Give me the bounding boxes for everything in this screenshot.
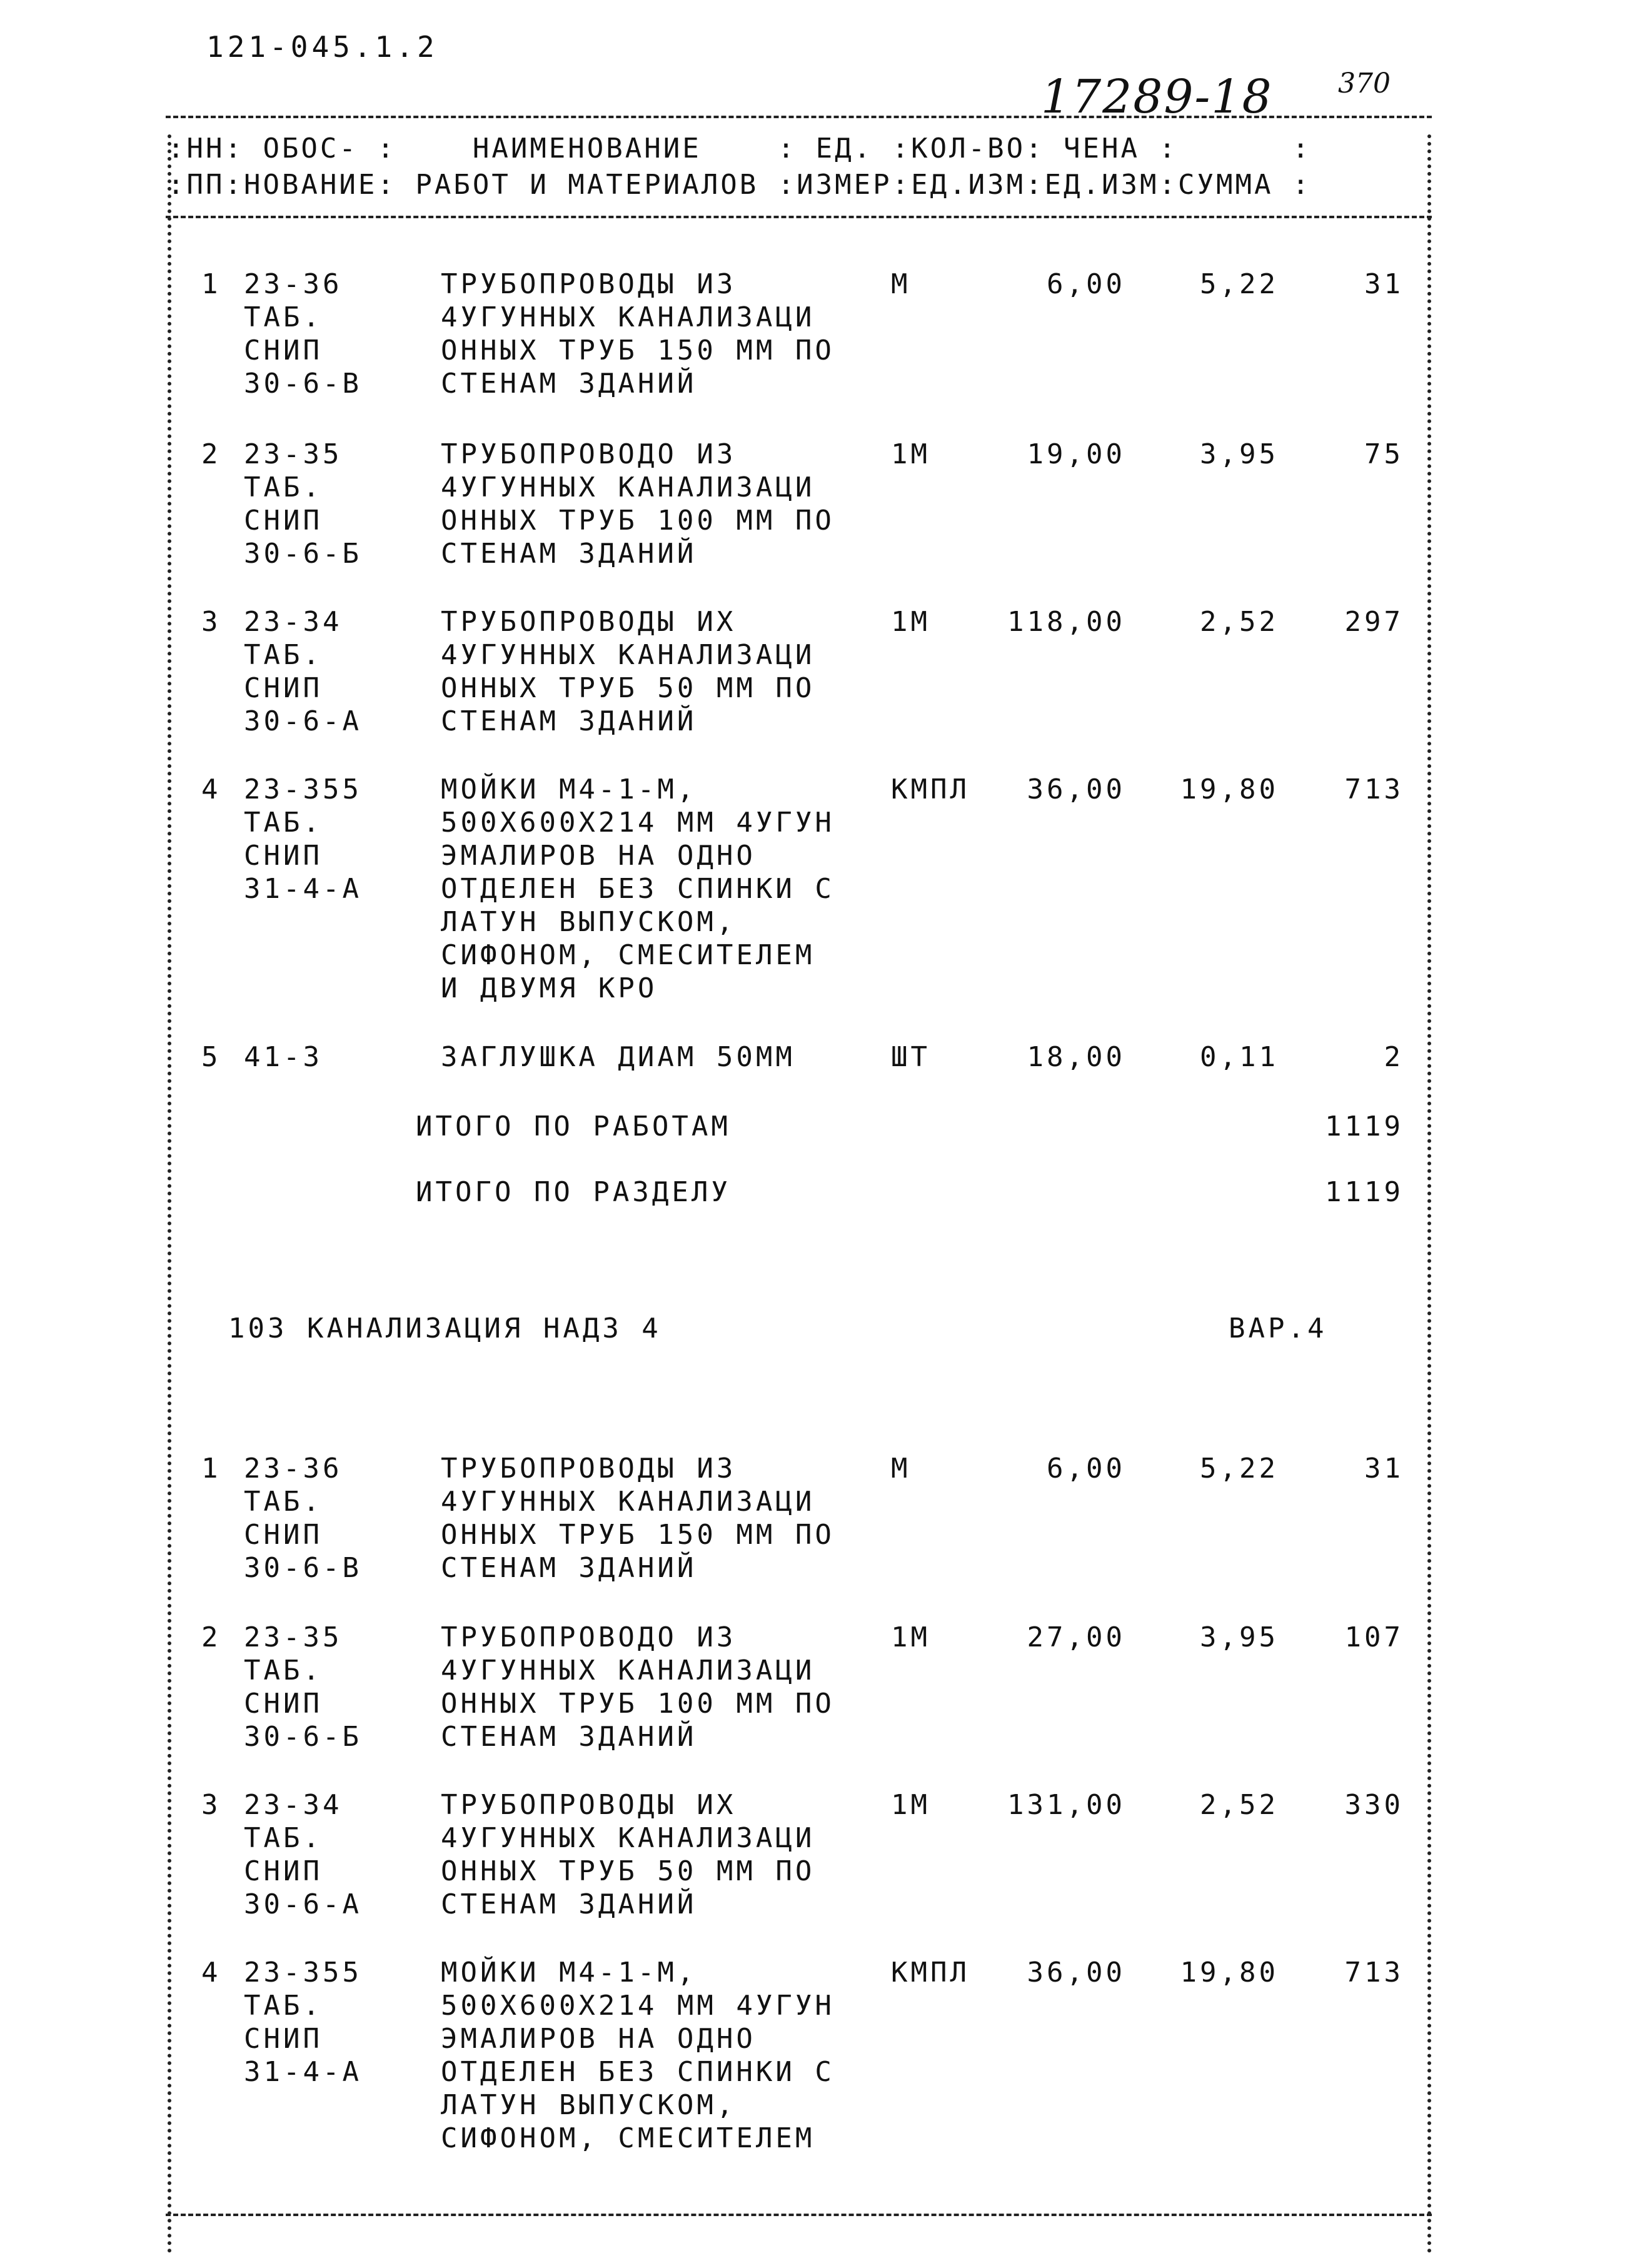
item-description: ЛАТУН ВЫПУСКОМ, — [441, 2089, 737, 2121]
sum-cell: 31 — [1364, 268, 1404, 300]
basis-code: 30-6-В — [244, 368, 362, 400]
basis-code: 30-6-А — [244, 705, 362, 737]
quantity-cell: 19,00 — [1027, 438, 1125, 470]
total-value: 1119 — [1325, 1176, 1404, 1208]
quantity-cell: 18,00 — [1027, 1041, 1125, 1073]
price-cell: 0,11 — [1200, 1041, 1279, 1073]
item-description: ЗАГЛУШКА ДИАМ 50ММ — [441, 1041, 795, 1073]
item-description: ТРУБОПРОВОДО ИЗ — [441, 438, 737, 470]
item-description: МОЙКИ М4-1-М, — [441, 1957, 697, 1988]
item-description: ЛАТУН ВЫПУСКОМ, — [441, 906, 737, 938]
item-description: 4УГУННЫХ КАНАЛИЗАЦИ — [441, 1486, 815, 1518]
item-description: ТРУБОПРОВОДЫ ИЗ — [441, 268, 737, 300]
basis-code: СНИП — [244, 1519, 323, 1551]
basis-code: ТАБ. — [244, 639, 323, 671]
row-number: 1 — [201, 1453, 221, 1484]
quantity-cell: 36,00 — [1027, 774, 1125, 805]
header-line-1: :НН: ОБОС- : НАИМЕНОВАНИЕ : ЕД. :КОЛ-ВО: ЧЕНА : : — [168, 133, 1312, 164]
sum-cell: 713 — [1344, 1957, 1404, 1988]
item-description: ТРУБОПРОВОДЫ ИХ — [441, 606, 737, 638]
item-description: ОННЫХ ТРУБ 100 ММ ПО — [441, 1688, 835, 1720]
basis-code: СНИП — [244, 1855, 323, 1887]
section-title: 103 КАНАЛИЗАЦИЯ НАДЗ 4 — [228, 1313, 662, 1344]
handwritten-number: 17289-18 — [1041, 70, 1273, 124]
header-line-2: :ПП:НОВАНИЕ: РАБОТ И МАТЕРИАЛОВ :ИЗМЕР:ЕД.ИЗМ:ЕД.ИЗМ:СУММА : — [168, 169, 1312, 201]
quantity-cell: 6,00 — [1047, 1453, 1125, 1484]
item-description: СТЕНАМ ЗДАНИЙ — [441, 1888, 697, 1920]
sum-cell: 297 — [1344, 606, 1404, 638]
item-description: ОННЫХ ТРУБ 100 ММ ПО — [441, 505, 835, 537]
basis-code: СНИП — [244, 2023, 323, 2055]
item-description: ЭМАЛИРОВ НА ОДНО — [441, 2023, 756, 2055]
item-description: ОННЫХ ТРУБ 150 ММ ПО — [441, 1519, 835, 1551]
basis-code: 31-4-А — [244, 2056, 362, 2088]
row-number: 2 — [201, 1621, 221, 1653]
unit-cell: ШТ — [891, 1041, 930, 1073]
basis-code: 23-35 — [244, 438, 343, 470]
basis-code: СНИП — [244, 672, 323, 704]
item-description: СТЕНАМ ЗДАНИЙ — [441, 705, 697, 737]
basis-code: 30-6-Б — [244, 538, 362, 570]
sum-cell: 330 — [1344, 1789, 1404, 1821]
quantity-cell: 27,00 — [1027, 1621, 1125, 1653]
price-cell: 2,52 — [1200, 606, 1279, 638]
item-description: ОТДЕЛЕН БЕЗ СПИНКИ С — [441, 873, 835, 905]
unit-cell: КМПЛ — [891, 1957, 970, 1988]
row-number: 4 — [201, 774, 221, 805]
basis-code: 23-36 — [244, 268, 343, 300]
basis-code: ТАБ. — [244, 471, 323, 503]
basis-code: ТАБ. — [244, 301, 323, 333]
basis-code: ТАБ. — [244, 1990, 323, 2022]
item-description: СИФОНОМ, СМЕСИТЕЛЕМ — [441, 2122, 815, 2154]
basis-code: ТАБ. — [244, 807, 323, 839]
unit-cell: 1М — [891, 1789, 930, 1821]
quantity-cell: 36,00 — [1027, 1957, 1125, 1988]
basis-code: 23-34 — [244, 1789, 343, 1821]
item-description: И ДВУМЯ КРО — [441, 972, 658, 1004]
price-cell: 19,80 — [1180, 774, 1279, 805]
item-description: ТРУБОПРОВОДО ИЗ — [441, 1621, 737, 1653]
basis-code: СНИП — [244, 1688, 323, 1720]
basis-code: 23-35 — [244, 1621, 343, 1653]
basis-code: СНИП — [244, 840, 323, 872]
basis-code: ТАБ. — [244, 1822, 323, 1854]
unit-cell: КМПЛ — [891, 774, 970, 805]
total-label: ИТОГО ПО РАБОТАМ — [416, 1111, 731, 1142]
basis-code: ТАБ. — [244, 1655, 323, 1686]
price-cell: 3,95 — [1200, 1621, 1279, 1653]
item-description: ЭМАЛИРОВ НА ОДНО — [441, 840, 756, 872]
item-description: 4УГУННЫХ КАНАЛИЗАЦИ — [441, 639, 815, 671]
left-border — [168, 134, 171, 2254]
basis-code: 23-355 — [244, 1957, 362, 1988]
sheet-number: 370 — [1338, 68, 1391, 99]
basis-code: 30-6-Б — [244, 1721, 362, 1753]
item-description: СТЕНАМ ЗДАНИЙ — [441, 1552, 697, 1584]
price-cell: 19,80 — [1180, 1957, 1279, 1988]
basis-code: 30-6-А — [244, 1888, 362, 1920]
item-description: СИФОНОМ, СМЕСИТЕЛЕМ — [441, 939, 815, 971]
sum-cell: 75 — [1364, 438, 1404, 470]
total-label: ИТОГО ПО РАЗДЕЛУ — [416, 1176, 731, 1208]
quantity-cell: 118,00 — [1007, 606, 1125, 638]
row-number: 1 — [201, 268, 221, 300]
unit-cell: М — [891, 1453, 911, 1484]
item-description: ОННЫХ ТРУБ 50 ММ ПО — [441, 1855, 815, 1887]
item-description: МОЙКИ М4-1-М, — [441, 774, 697, 805]
row-number: 4 — [201, 1957, 221, 1988]
basis-code: 30-6-В — [244, 1552, 362, 1584]
price-cell: 5,22 — [1200, 268, 1279, 300]
unit-cell: 1М — [891, 438, 930, 470]
sum-cell: 31 — [1364, 1453, 1404, 1484]
item-description: ТРУБОПРОВОДЫ ИЗ — [441, 1453, 737, 1484]
price-cell: 5,22 — [1200, 1453, 1279, 1484]
price-cell: 3,95 — [1200, 438, 1279, 470]
quantity-cell: 6,00 — [1047, 268, 1125, 300]
basis-code: 23-34 — [244, 606, 343, 638]
unit-cell: М — [891, 268, 911, 300]
basis-code: СНИП — [244, 335, 323, 366]
item-description: 4УГУННЫХ КАНАЛИЗАЦИ — [441, 1655, 815, 1686]
section-variant: ВАР.4 — [1229, 1313, 1327, 1344]
row-number: 3 — [201, 1789, 221, 1821]
item-description: ОТДЕЛЕН БЕЗ СПИНКИ С — [441, 2056, 835, 2088]
unit-cell: 1М — [891, 606, 930, 638]
item-description: ОННЫХ ТРУБ 50 ММ ПО — [441, 672, 815, 704]
item-description: 4УГУННЫХ КАНАЛИЗАЦИ — [441, 1822, 815, 1854]
header-rule — [166, 216, 1432, 218]
document-code: 121-045.1.2 — [206, 30, 438, 64]
item-description: СТЕНАМ ЗДАНИЙ — [441, 538, 697, 570]
item-description: 500Х600Х214 ММ 4УГУН — [441, 1990, 835, 2022]
item-description: ТРУБОПРОВОДЫ ИХ — [441, 1789, 737, 1821]
top-rule — [166, 116, 1432, 118]
item-description: СТЕНАМ ЗДАНИЙ — [441, 1721, 697, 1753]
item-description: СТЕНАМ ЗДАНИЙ — [441, 368, 697, 400]
bottom-rule — [166, 2214, 1432, 2216]
row-number: 5 — [201, 1041, 221, 1073]
sum-cell: 713 — [1344, 774, 1404, 805]
quantity-cell: 131,00 — [1007, 1789, 1125, 1821]
basis-code: СНИП — [244, 505, 323, 537]
right-border — [1427, 134, 1431, 2254]
item-description: ОННЫХ ТРУБ 150 ММ ПО — [441, 335, 835, 366]
sum-cell: 2 — [1384, 1041, 1404, 1073]
item-description: 4УГУННЫХ КАНАЛИЗАЦИ — [441, 301, 815, 333]
basis-code: 41-3 — [244, 1041, 323, 1073]
row-number: 3 — [201, 606, 221, 638]
basis-code: 23-355 — [244, 774, 362, 805]
price-cell: 2,52 — [1200, 1789, 1279, 1821]
basis-code: 23-36 — [244, 1453, 343, 1484]
unit-cell: 1М — [891, 1621, 930, 1653]
total-value: 1119 — [1325, 1111, 1404, 1142]
item-description: 500Х600Х214 ММ 4УГУН — [441, 807, 835, 839]
row-number: 2 — [201, 438, 221, 470]
item-description: 4УГУННЫХ КАНАЛИЗАЦИ — [441, 471, 815, 503]
sum-cell: 107 — [1344, 1621, 1404, 1653]
basis-code: 31-4-А — [244, 873, 362, 905]
basis-code: ТАБ. — [244, 1486, 323, 1518]
